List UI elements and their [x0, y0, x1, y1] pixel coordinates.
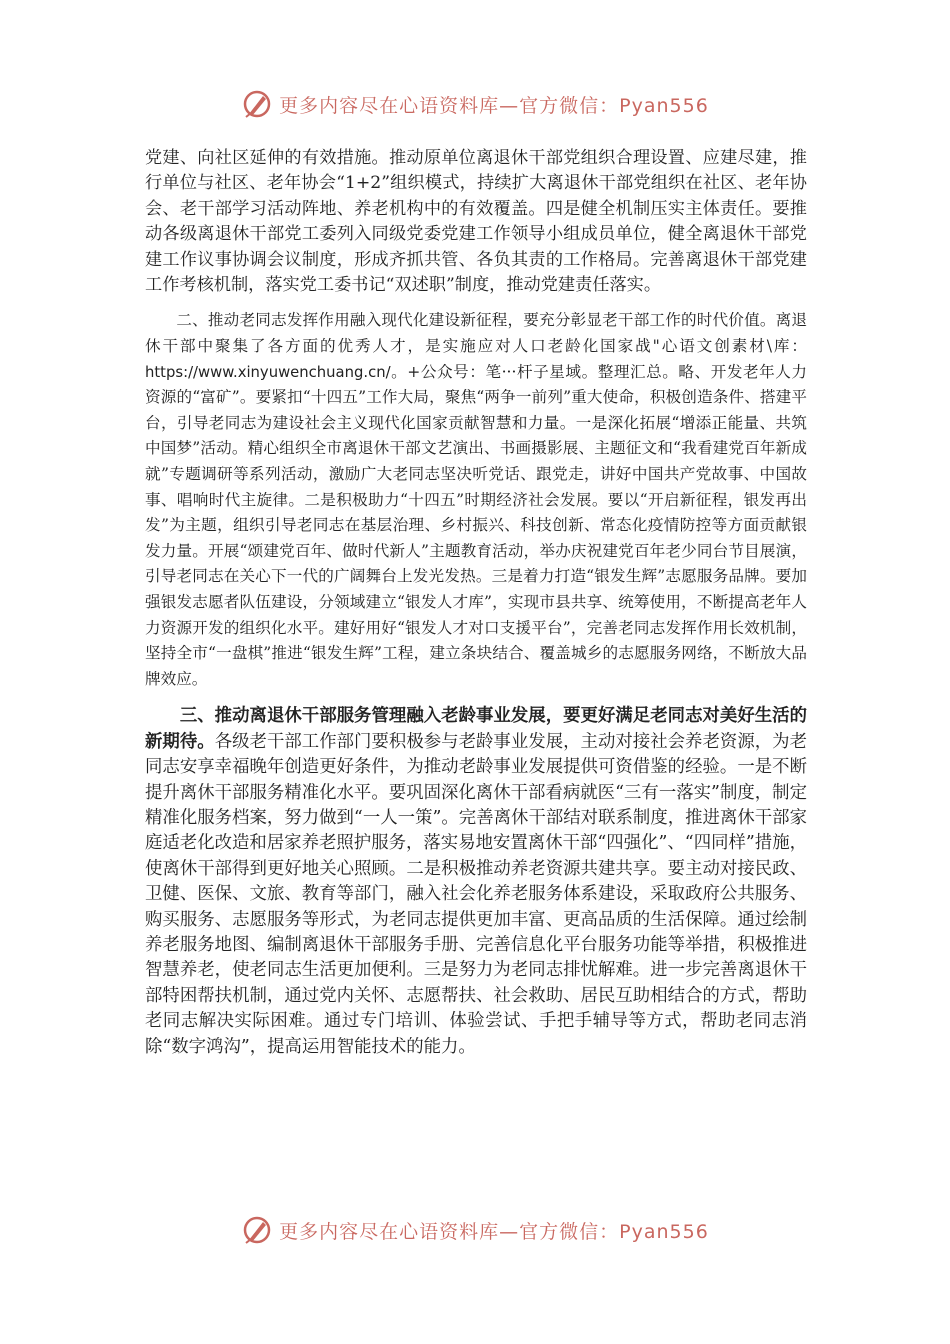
paragraph-3 — [145, 704, 807, 1060]
header-watermark-banner — [0, 82, 950, 126]
pen-logo-icon — [241, 1214, 273, 1246]
paragraph-2-text-a: 二、推动老同志发挥作用融入现代化建设新征程，要充分彰显老干部工作的时代价值。离退休干部中聚集了各方面的优秀人才，是实施应对人口老龄化国家战"心语文创素材\库： — [145, 311, 807, 356]
paragraph-2 — [145, 308, 807, 692]
paragraph-1: 党建、向社区延伸的有效措施。推动原单位离退休干部党组织合理设置、应建尽建，推行单位与社区、老年协会“1+2”组织模式，持续扩大离退休干部党组织在社区、老年协会、老干部学习活动阵地、养老机构中的有效覆盖。四是健全机制压实主体责任。要推动各级离退休干部党工委列入同级党委党建工作领导小组成员单位，健全离退休干部党建工作议事协调会议制度，形成齐抓共管、各负其责的工作格局。完善离退休干部党建工作考核机制，落实党工委书记“双述职”制度，推动党建责任落实。 — [145, 148, 807, 296]
banner-wechat: 官方微信：Pyan556 — [519, 1220, 709, 1243]
banner-text: 更多内容尽在心语资料库— — [279, 94, 520, 117]
paragraph-2-text-b: 。+公众号：笔···杆子星域。整理汇总。略、开发老年人力资源的“富矿”。要紧扣“十四五”工作大局，聚焦“两争一前列”重大使命，积极创造条件、搭建平台，引导老同志为建设社会主义现代化国家贡献智慧和力量。一是深化拓展“增添正能量、共筑中国梦”活动。精心组织全市离退休干部文艺演出、书画摄影展、主题征文和“我看建党百年新成就”专题调研等系列活动，激励广大老同志坚决听党话、跟党走，讲好中国共产党故事、中国故事、唱响时代主旋律。二是积极助力“十四五”时期经济社会发展。要以“开启新征程，银发再出发”为主题，组织引导老同志在基层治理、乡村振兴、科技创新、常态化疫情防控等方面贡献银发力量。开展“颂建党百年、做时代新人”主题教育活动，举办庆祝建党百年老少同台节目展演，引导老同志在关心下一代的广阔舞台上发光发热。三是着力打造“银发生辉”志愿服务品牌。要加强银发志愿者队伍建设，分领域建立“银发人才库”，实现市县共享、统筹使用，不断提高老年人力资源开发的组织化水平。建好用好“银发人才对口支援平台”，完善老同志发挥作用长效机制，坚持全市“一盘棋”推进“银发生辉”工程，建立条块结合、覆盖城乡的志愿服务网络，不断放大品牌效应。 — [145, 362, 807, 688]
paragraph-3-text: 各级老干部工作部门要积极参与老龄事业发展，主动对接社会养老资源，为老同志安享幸福晚年创造更好条件，为推动老龄事业发展提供可资借鉴的经验。一是不断提升离休干部服务精准化水平。要巩固深化离休干部看病就医“三有一落实”制度，制定精准化服务档案，努力做到“一人一策”。完善离休干部结对联系制度，推进离休干部家庭适老化改造和居家养老照护服务，落实易地安置离休干部“四强化”、“四同样”措施，使离休干部得到更好地关心照顾。二是积极推动养老资源共建共享。要主动对接民政、卫健、医保、文旅、教育等部门，融入社会化养老服务体系建设，采取政府公共服务、购买服务、志愿服务等形式，为老同志提供更加丰富、更高品质的生活保障。通过绘制养老服务地图、编制离退休干部服务手册、完善信息化平台服务功能等举措，积极推进智慧养老，使老同志生活更加便利。三是努力为老同志排忧解难。进一步完善离退休干部特困帮扶机制，通过党内关怀、志愿帮扶、社会救助、居民互助相结合的方式，帮助老同志解决实际困难。通过专门培训、体验尝试、手把手辅导等方式，帮助老同志消除“数字鸿沟”，提高运用智能技术的能力。 — [145, 731, 807, 1057]
pen-logo-icon — [241, 88, 273, 120]
paragraph-2-url: https://www.xinyuwenchuang.cn/ — [145, 363, 391, 381]
paragraph-3-heading: 三、推动离退休干部服务管理融入老龄事业发展，要更好满足老同志对美好生活的新期待。 — [145, 706, 807, 752]
footer-watermark-banner — [0, 1208, 950, 1252]
banner-text: 更多内容尽在心语资料库— — [279, 1220, 520, 1243]
document-body — [145, 146, 807, 1060]
banner-wechat: 官方微信：Pyan556 — [519, 94, 709, 117]
